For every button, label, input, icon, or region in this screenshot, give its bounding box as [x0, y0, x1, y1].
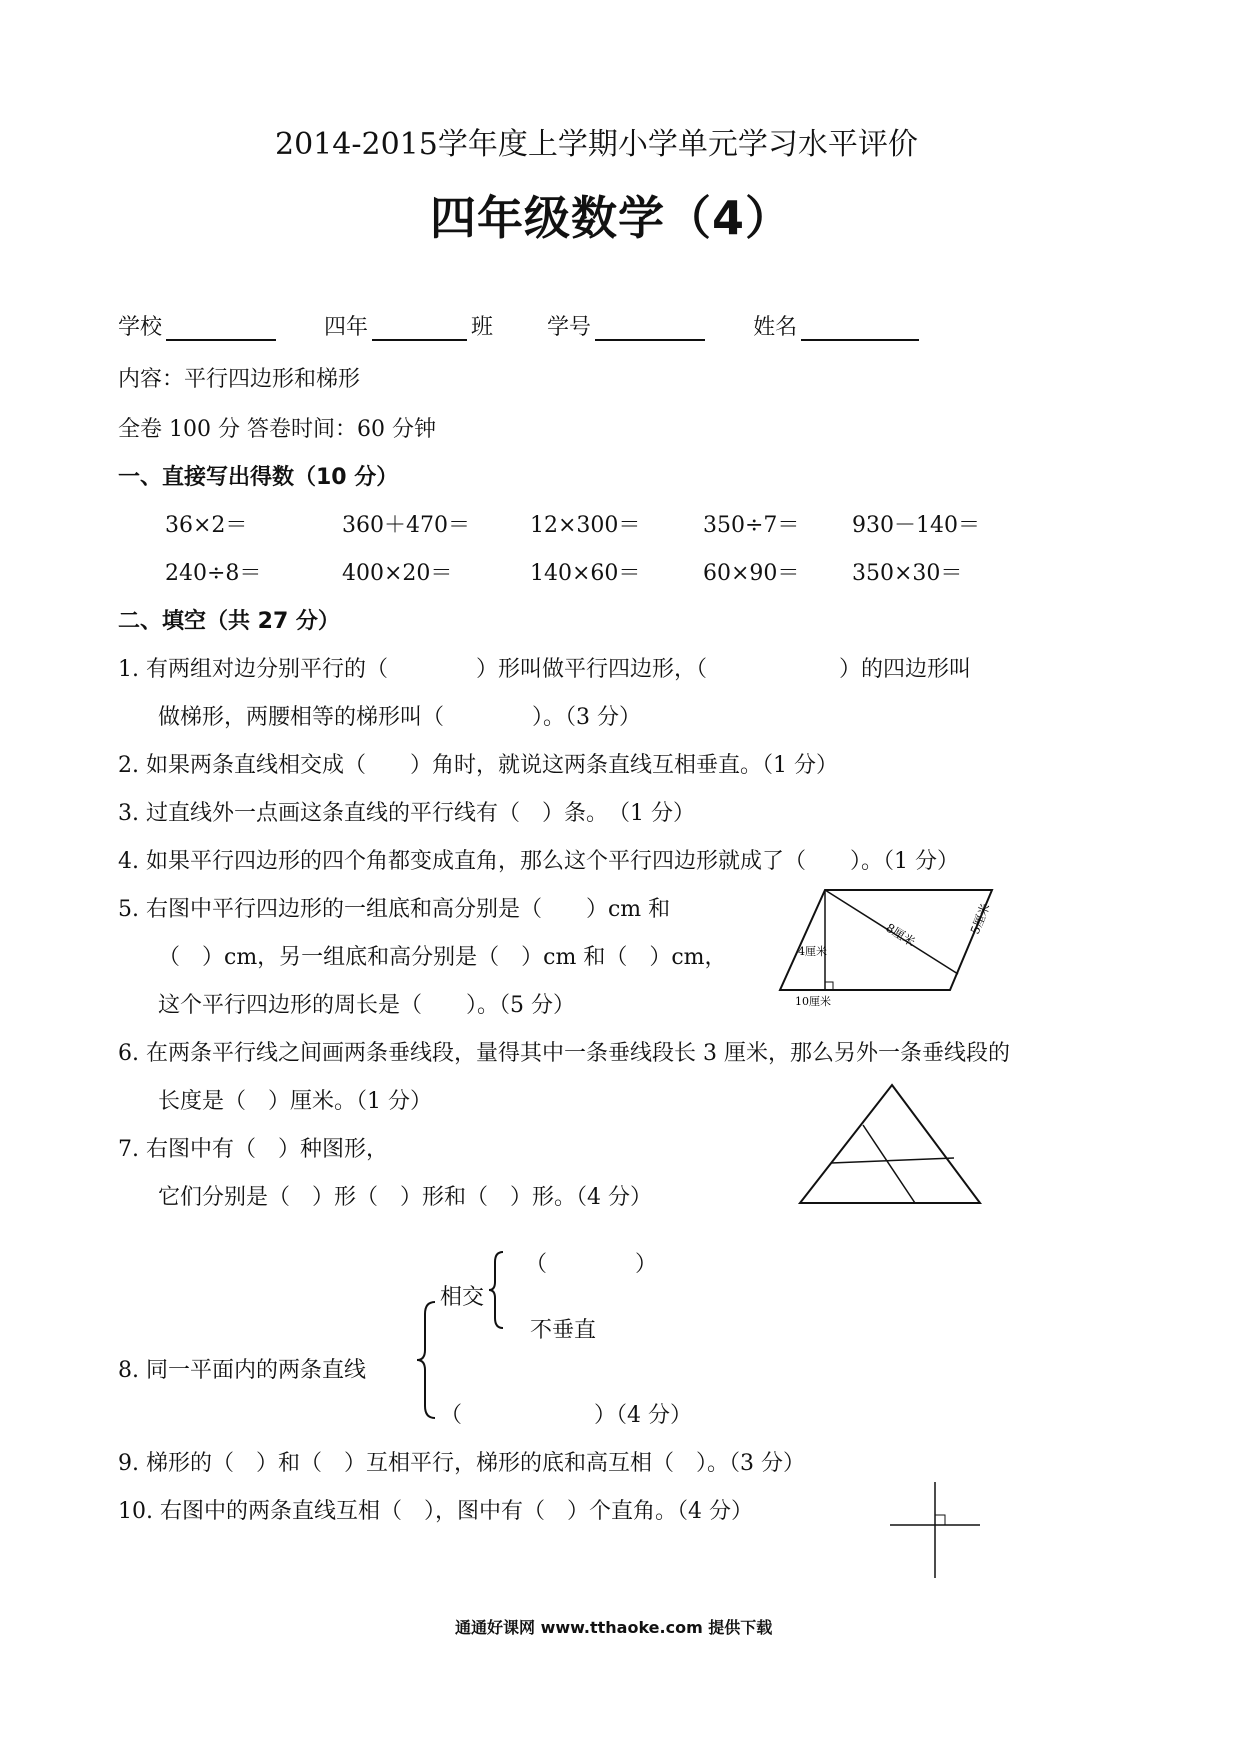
- q8-blank-bottom: （ ）（4 分）: [440, 1403, 692, 1428]
- student-info-row: [118, 310, 923, 341]
- school-label: 学校: [118, 315, 163, 340]
- exam-title: 2014-2015学年度上学期小学单元学习水平评价: [275, 127, 918, 162]
- question-1-line-2: 做梯形，两腰相等的梯形叫（ ）。（3 分）: [158, 705, 641, 730]
- content-line: 内容：平行四边形和梯形: [118, 367, 361, 392]
- label-10cm: 10厘米: [795, 995, 831, 1008]
- calc-item: 350÷7＝: [703, 513, 800, 538]
- name-label: 姓名: [753, 315, 798, 340]
- perpendicular-lines-figure: [885, 1480, 985, 1580]
- question-7-line-2: 它们分别是（ ）形（ ）形和（ ）形。（4 分）: [158, 1185, 652, 1210]
- question-8-label: 8. 同一平面内的两条直线: [118, 1358, 366, 1383]
- question-9: 9. 梯形的（ ）和（ ）互相平行，梯形的底和高互相（ ）。（3 分）: [118, 1451, 805, 1476]
- label-5cm: 5厘米: [967, 901, 993, 937]
- calc-item: 400×20＝: [342, 561, 453, 586]
- calc-item: 60×90＝: [703, 561, 800, 586]
- class-label: 班: [471, 315, 494, 340]
- question-5-line-1: 5. 右图中平行四边形的一组底和高分别是（ ）cm 和: [118, 897, 671, 922]
- calc-item: 350×30＝: [852, 561, 963, 586]
- question-1-line-1: 1. 有两组对边分别平行的（ ）形叫做平行四边形，（ ）的四边形叫: [118, 657, 971, 682]
- exam-subtitle: 四年级数学（4）: [430, 191, 793, 245]
- name-blank[interactable]: [801, 315, 919, 341]
- question-6-line-1: 6. 在两条平行线之间画两条垂线段，量得其中一条垂线段长 3 厘米，那么另外一条垂线段的: [118, 1041, 1010, 1066]
- large-brace-icon: [413, 1300, 439, 1420]
- question-6-line-2: 长度是（ ）厘米。（1 分）: [158, 1089, 432, 1114]
- class-blank[interactable]: [372, 315, 467, 341]
- triangle-figure: [795, 1080, 990, 1210]
- label-8cm: 8厘米: [883, 920, 918, 950]
- question-2: 2. 如果两条直线相交成（ ）角时，就说这两条直线互相垂直。（1 分）: [118, 753, 838, 778]
- question-7-line-1: 7. 右图中有（ ）种图形，: [118, 1137, 388, 1162]
- footer-text: 通通好课网 www.tthaoke.com 提供下载: [455, 1618, 773, 1637]
- small-brace-icon: [487, 1250, 507, 1330]
- q8-not-perpendicular: 不垂直: [530, 1318, 597, 1343]
- number-label: 学号: [547, 315, 592, 340]
- calc-item: 360＋470＝: [342, 513, 470, 538]
- section1-title: 一、直接写出得数（10 分）: [118, 465, 399, 490]
- calc-item: 930－140＝: [852, 513, 980, 538]
- q8-intersect-label: 相交: [440, 1285, 485, 1310]
- score-time-line: 全卷 100 分 答卷时间：60 分钟: [118, 417, 436, 442]
- calc-item: 140×60＝: [530, 561, 641, 586]
- calc-item: 36×2＝: [165, 513, 248, 538]
- number-blank[interactable]: [595, 315, 705, 341]
- question-3: 3. 过直线外一点画这条直线的平行线有（ ）条。 （1 分）: [118, 801, 695, 826]
- q8-blank-top: （ ）: [525, 1252, 658, 1277]
- question-5-line-3: 这个平行四边形的周长是（ ）。（5 分）: [158, 993, 575, 1018]
- question-4: 4. 如果平行四边形的四个角都变成直角，那么这个平行四边形就成了（ ）。（1 分）: [118, 849, 959, 874]
- calc-item: 240÷8＝: [165, 561, 262, 586]
- section2-title: 二、填空（共 27 分）: [118, 609, 340, 634]
- grade-label: 四年: [324, 315, 369, 340]
- school-blank[interactable]: [166, 315, 276, 341]
- label-4cm: 4厘米: [798, 945, 827, 958]
- question-10: 10. 右图中的两条直线互相（ ），图中有（ ）个直角。（4 分）: [118, 1499, 753, 1524]
- parallelogram-figure: [770, 880, 1000, 1010]
- question-5-line-2: （ ）cm，另一组底和高分别是（ ）cm 和（ ）cm，: [158, 945, 727, 970]
- calc-item: 12×300＝: [530, 513, 641, 538]
